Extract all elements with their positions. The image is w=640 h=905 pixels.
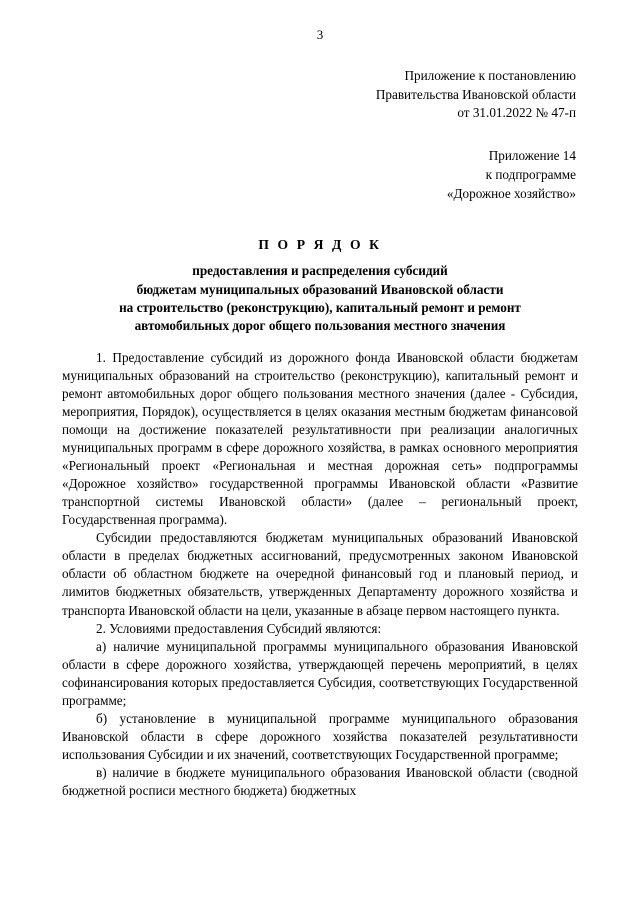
document-header-block [62, 67, 576, 123]
document-subtitle [62, 262, 578, 335]
header-line: Правительства Ивановской области [375, 86, 576, 102]
spacer [62, 203, 578, 237]
body-paragraph: б) установление в муниципальной программе муниципального образования Ивановской области в сфере дорожного хозяйства показателей результативности использования Субсидии и их значений, соответствующих Государственной программе; [62, 710, 578, 762]
subtitle-line: на строительство (реконструкцию), капитальный ремонт и ремонт [119, 299, 521, 315]
spacer [62, 335, 578, 349]
body-paragraph: а) наличие муниципальной программы муниципального образования Ивановской области в сфере дорожного хозяйства, утверждающей перечень мероприятий, в целях софинансирования которых предоставляется Субсидия, соответствующих Государственной программе; [62, 638, 578, 708]
page-number: 3 [316, 27, 324, 42]
spacer [62, 123, 578, 147]
appendix-line: «Дорожное хозяйство» [446, 185, 576, 201]
body-paragraph: в) наличие в бюджете муниципального образования Ивановской области (сводной бюджетной росписи местного бюджета) бюджетных [62, 764, 578, 798]
header-line: Приложение к постановлению [404, 68, 576, 83]
subtitle-line: бюджетам муниципальных образований Ивановской области [136, 281, 504, 297]
subtitle-line: автомобильных дорог общего пользования местного значения [134, 318, 506, 334]
appendix-line: Приложение 14 [488, 148, 576, 164]
body-paragraph: 1. Предоставление субсидий из дорожного фонда Ивановской области бюджетам муниципальных образований на строительство (реконструкцию), капитальный ремонт и ремонт автомобильных дорог общего пользования местного значения (далее - Субсидия, мероприятия, Порядок), осуществляется в целях оказания местным бюджетам финансовой помощи на достижение показателей результативности при реализации аналогичных муниципальных программ в сфере дорожного хозяйства, в рамках основного мероприятия «Региональный проект «Региональная и местная дорожная сеть» подпрограммы «Дорожное хозяйство» государственной программы Ивановской области «Развитие транспортной системы Ивановской области» (далее – региональный проект, Государственная программа). [62, 350, 578, 528]
body-paragraph: Субсидии предоставляются бюджетам муниципальных образований Ивановской области в пределах бюджетных ассигнований, предусмотренных законом Ивановской области об областном бюджете на очередной финансовый год и плановый период, и лимитов бюджетных обязательств, утвержденных Департаменту дорожного хозяйства и транспорта Ивановской области на цели, указанные в абзаце первом настоящего пункта. [62, 530, 578, 618]
appendix-line: к подпрограмме [485, 166, 576, 182]
document-title: П О Р Я Д О К [258, 237, 382, 253]
body-paragraph: 2. Условиями предоставления Субсидий являются: [96, 620, 382, 636]
header-line: от 31.01.2022 № 47-п [457, 105, 576, 121]
subtitle-line: предоставления и распределения субсидий [192, 263, 448, 279]
appendix-reference-block [62, 147, 576, 203]
